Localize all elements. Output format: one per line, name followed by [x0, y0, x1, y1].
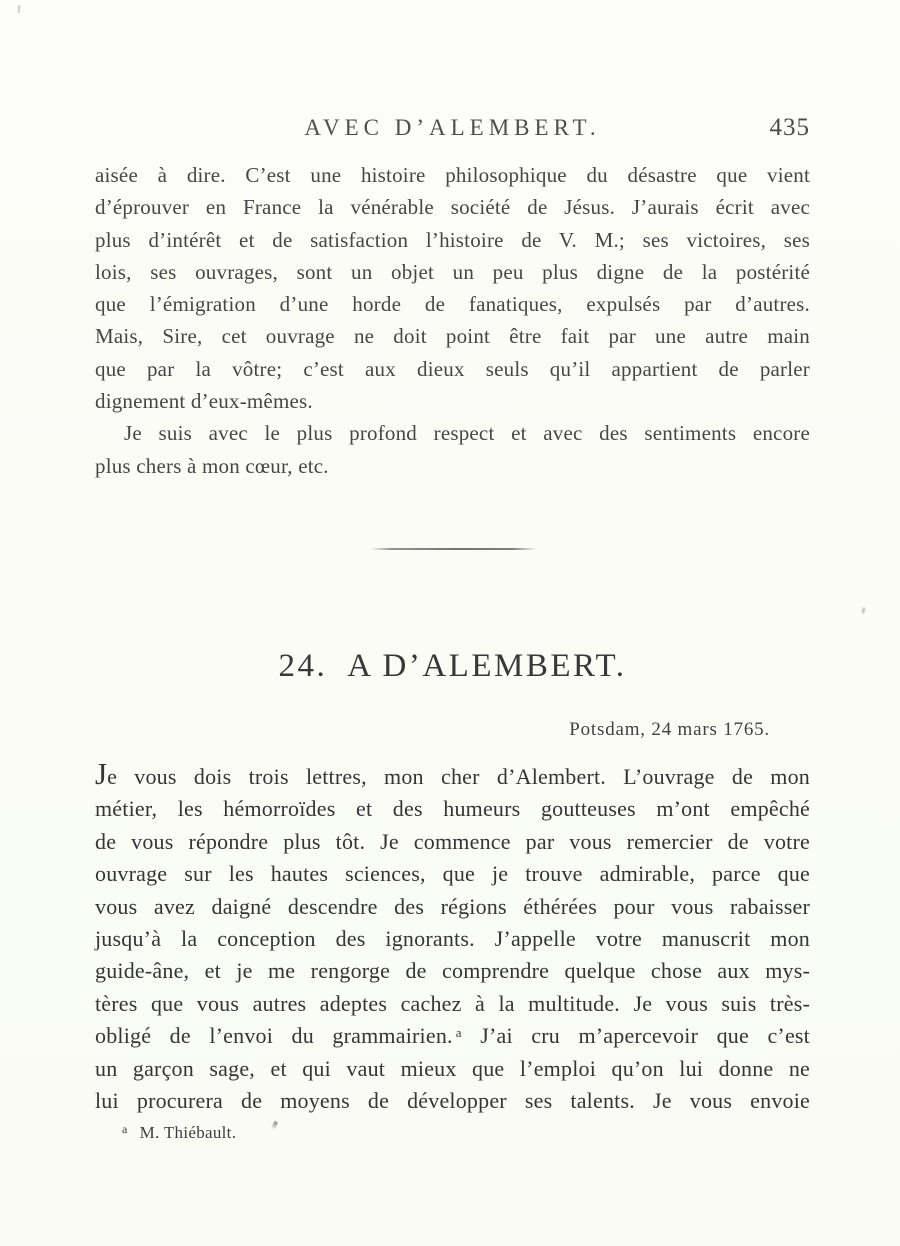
text-line: vous avez daigné descendre des régions éthérées pour vous rabaisser [95, 893, 810, 919]
text-line: plus chers à mon cœur, etc. [95, 453, 329, 478]
text-line: un garçon sage, et qui vaut mieux que l’emploi qu’on lui donne ne [95, 1055, 810, 1081]
section-divider [371, 548, 537, 550]
footnote-text: M. Thiébault. [139, 1123, 237, 1142]
letter-title: A D’ALEMBERT. [347, 648, 627, 684]
running-title: AVEC D’ALEMBERT. [304, 115, 601, 140]
text-line: que par la vôtre; c’est aux dieux seuls qu’il appartient de parler [95, 356, 810, 381]
text-line: lois, ses ouvrages, sont un objet un peu plus digne de la postérité [95, 259, 810, 284]
previous-letter-text [95, 159, 810, 482]
text-line: tères que vous autres adeptes cachez à la multitude. Je vous suis très- [95, 990, 810, 1016]
text-segment: obligé de l’envoi du grammairien. [95, 1023, 453, 1049]
text-line: que l’émigration d’une horde de fanatiques, expulsés par d’autres. [95, 292, 810, 317]
text-segment: J’ai cru m’apercevoir que c’est [480, 1023, 810, 1049]
text-line: de vous répondre plus tôt. Je commence par vous remercier de votre [95, 828, 810, 854]
text-line: guide-âne, et je me rengorge de comprendre quelque chose aux mys- [95, 958, 810, 984]
text-line: jusqu’à la conception des ignorants. J’appelle votre manuscrit mon [95, 926, 810, 952]
initial-capital: J [95, 756, 108, 791]
text-line: Je suis avec le plus profond respect et avec des sentiments encore [124, 421, 810, 446]
text-line: aisée à dire. C’est une histoire philosophique du désastre que vient [95, 163, 810, 187]
print-artifact [270, 1121, 278, 1132]
text-line [95, 756, 810, 793]
text-line: d’éprouver en France la vénérable société de Jésus. J’aurais écrit avec [95, 195, 810, 220]
print-artifact [18, 5, 21, 13]
page-number: 435 [769, 114, 810, 141]
text-line: Mais, Sire, cet ouvrage ne doit point être fait par une autre main [95, 324, 810, 349]
letter-number: 24. [278, 648, 328, 684]
footnote [122, 1122, 236, 1143]
dateline: Potsdam, 24 mars 1765. [569, 719, 770, 740]
text-line: plus d’intérêt et de satisfaction l’histoire de V. M.; ses victoires, ses [95, 227, 810, 252]
print-artifact [860, 606, 867, 616]
text-line: lui procurera de moyens de développer ses talents. Je vous envoie [95, 1088, 810, 1114]
footnote-reference: a [455, 1025, 462, 1041]
text-line: dignement d’eux-mêmes. [95, 389, 313, 414]
letter-heading [95, 648, 810, 685]
footnote-marker: a [122, 1122, 128, 1136]
text-segment: e vous dois trois lettres, mon cher d’Alembert. L’ouvrage de mon [107, 764, 810, 789]
running-header [95, 115, 810, 143]
text-line: ouvrage sur les hautes sciences, que je trouve admirable, parce que [95, 861, 810, 887]
text-line [95, 1020, 810, 1052]
text-line: métier, les hémorroïdes et des humeurs goutteuses m’ont empêché [95, 796, 810, 822]
letter-body [95, 756, 810, 1117]
